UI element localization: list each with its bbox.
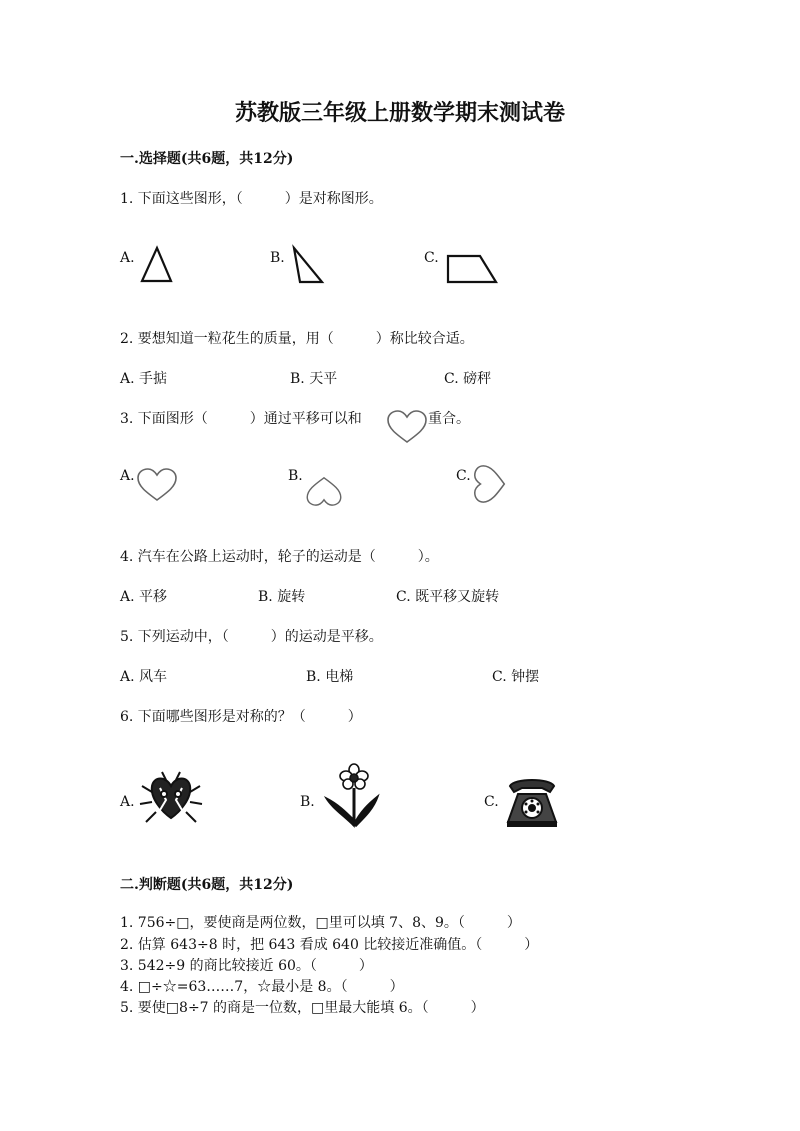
heart-upside-down-icon (302, 476, 346, 510)
question-5-option-b: B. 电梯 (306, 669, 354, 685)
judge-item-4: 4. □÷☆=63……7，☆最小是 8。（ ） (120, 979, 404, 995)
heart-sideways-icon (470, 464, 510, 508)
question-2-option-b: B. 天平 (290, 371, 338, 387)
question-1-option-a: A. (120, 250, 135, 266)
page-title: 苏教版三年级上册数学期末测试卷 (234, 100, 565, 126)
question-5-option-c: C. 钟摆 (492, 669, 540, 685)
question-6-option-c: C. (484, 794, 499, 810)
beetle-icon (138, 770, 204, 830)
question-1-option-c: C. (424, 250, 439, 266)
trapezoid-icon (444, 254, 500, 290)
question-6-option-a: A. (120, 794, 135, 810)
question-3-stem-after: 重合。 (428, 411, 470, 427)
question-3-stem-before: 3. 下面图形（ ）通过平移可以和 (120, 411, 362, 427)
judge-item-3: 3. 542÷9 的商比较接近 60。（ ） (120, 958, 373, 974)
question-2-option-a: A. 手掂 (120, 371, 168, 387)
judge-item-5: 5. 要使□8÷7 的商是一位数，□里最大能填 6。（ ） (120, 1000, 485, 1016)
question-1-option-b: B. (270, 250, 285, 266)
question-3-option-c: C. (456, 468, 471, 484)
telephone-icon (504, 776, 560, 832)
question-1-stem: 1. 下面这些图形，（ ）是对称图形。 (120, 191, 383, 207)
question-5-option-a: A. 风车 (120, 669, 168, 685)
question-6-option-b: B. (300, 794, 315, 810)
question-3-option-b: B. (288, 468, 303, 484)
section-heading-judge: 二.判断题(共6题，共12分) (120, 877, 294, 893)
question-4-option-c: C. 既平移又旋转 (396, 589, 500, 605)
heart-icon (136, 468, 178, 506)
question-4-stem: 4. 汽车在公路上运动时，轮子的运动是（ ）。 (120, 549, 439, 565)
question-4-option-b: B. 旋转 (258, 589, 306, 605)
flower-icon (324, 764, 382, 834)
judge-item-1: 1. 756÷□，要使商是两位数，□里可以填 7、8、9。（ ） (120, 915, 521, 931)
heart-icon (386, 410, 428, 448)
question-5-stem: 5. 下列运动中，（ ）的运动是平移。 (120, 629, 383, 645)
question-3-option-a: A. (120, 468, 135, 484)
judge-item-2: 2. 估算 643÷8 时，把 643 看成 640 比较接近准确值。（ ） (120, 937, 539, 953)
section-heading-choice: 一.选择题(共6题，共12分) (120, 151, 294, 167)
triangle-icon (140, 246, 174, 288)
question-6-stem: 6. 下面哪些图形是对称的？（ ） (120, 709, 362, 725)
question-4-option-a: A. 平移 (120, 589, 168, 605)
question-2-option-c: C. 磅秤 (444, 371, 492, 387)
right-triangle-icon (290, 246, 330, 290)
question-2-stem: 2. 要想知道一粒花生的质量，用（ ）称比较合适。 (120, 331, 474, 347)
